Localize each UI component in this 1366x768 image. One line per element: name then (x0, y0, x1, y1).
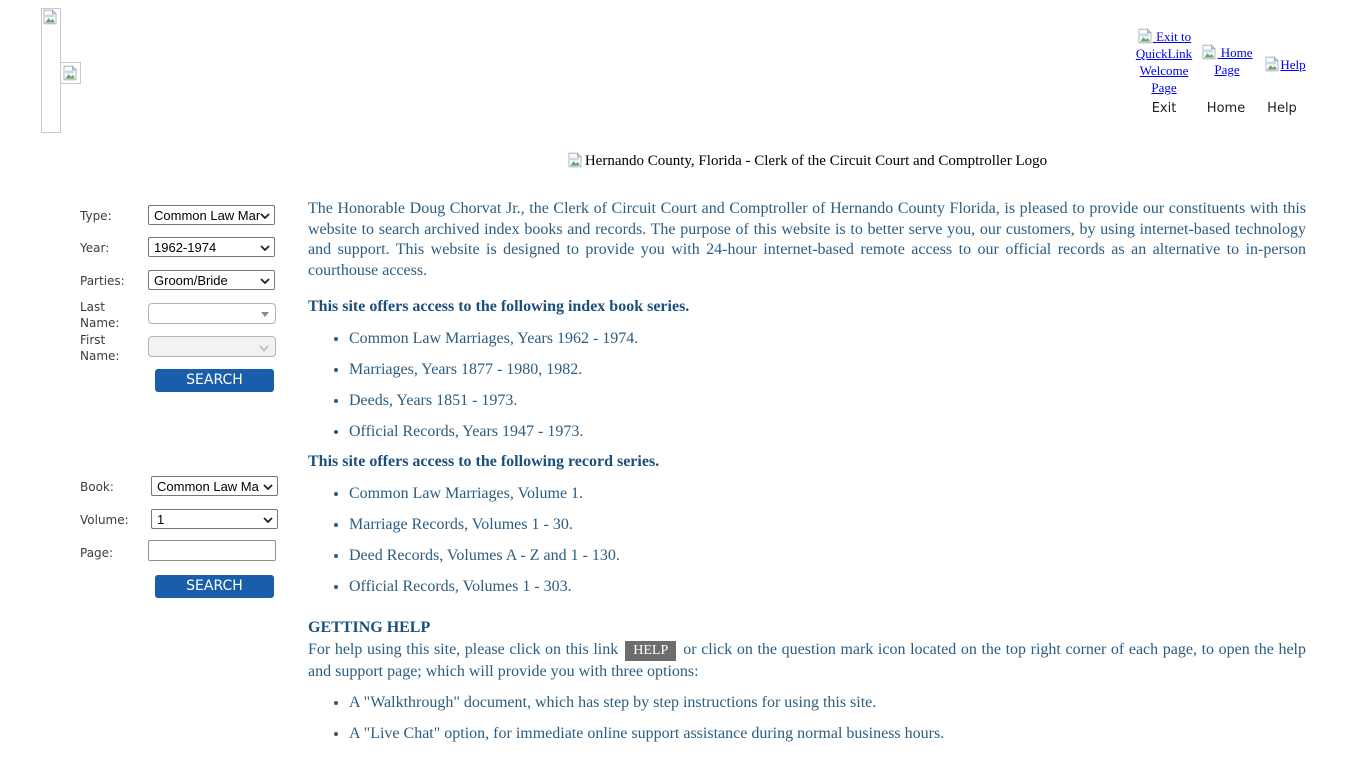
parties-select-value: Groom/Bride (154, 273, 228, 288)
first-name-label: First Name: (80, 333, 120, 363)
page-label: Page: (80, 546, 114, 560)
list-item: • Deed Records, Volumes A - Z and 1 - 130. (349, 545, 1306, 566)
list-item: • A "Live Chat" option, for immediate online support assistance during normal business hours. (349, 723, 1306, 744)
type-label: Type: (80, 209, 112, 223)
nav-help-link-label: Help (1280, 57, 1306, 72)
index-series-list (308, 328, 1306, 442)
nav-help-link[interactable] (1257, 56, 1313, 73)
broken-image-icon (62, 65, 78, 81)
broken-image-icon (1137, 28, 1153, 44)
help-options-list (308, 692, 1306, 744)
dropdown-arrow-icon[interactable] (261, 312, 269, 317)
book-select[interactable] (151, 476, 278, 496)
parties-label: Parties: (80, 274, 125, 288)
parties-select[interactable] (148, 270, 275, 290)
type-select-value: Common Law Mar (154, 208, 261, 223)
record-series-list (308, 483, 1306, 597)
home-caption: Home (1206, 101, 1246, 116)
broken-image-icon (1201, 44, 1217, 60)
exit-caption: Exit (1151, 101, 1177, 116)
help-badge-button[interactable]: HELP (625, 641, 676, 661)
search-button[interactable]: SEARCH (155, 369, 274, 392)
first-name-combobox[interactable] (148, 336, 276, 357)
broken-image-icon (567, 152, 583, 168)
year-select-value: 1962-1974 (154, 240, 217, 255)
help-text-after: or click on the question mark icon located on the top right corner of each page, to open the help and support page; which will provide you with three options: (308, 640, 1307, 680)
last-name-input[interactable] (149, 304, 275, 323)
list-item: • Common Law Marriages, Years 1962 - 1974. (349, 328, 1306, 349)
list-item: • Deeds, Years 1851 - 1973. (349, 390, 1306, 411)
help-caption: Help (1267, 101, 1297, 116)
broken-image-icon (42, 9, 58, 25)
main-content (308, 199, 1306, 754)
broken-image-placeholder (41, 8, 61, 133)
chevron-down-icon (263, 484, 273, 490)
book-select-value: Common Law Ma (157, 479, 259, 494)
first-name-input[interactable] (149, 337, 275, 356)
chevron-down-icon (259, 345, 269, 352)
chevron-down-icon (260, 278, 270, 284)
nav-exit-link[interactable] (1129, 28, 1199, 96)
year-select[interactable] (148, 237, 275, 257)
volume-select-value: 1 (157, 512, 165, 527)
site-logo-alt-text: Hernando County, Florida - Clerk of the Circuit Court and Comptroller Logo (584, 153, 1048, 169)
help-paragraph (308, 639, 1306, 682)
broken-image-placeholder (60, 62, 81, 84)
broken-image-icon (1264, 56, 1280, 72)
last-name-label: Last Name: (80, 300, 120, 330)
intro-paragraph: The Honorable Doug Chorvat Jr., the Clerk of Circuit Court and Comptroller of Hernando County Florida, is pleased to provide our constituents with this website to search archived index books and records. The purpose of this website is to better serve you, our customers, by using internet-based technology and support. This website is designed to provide you with 24-hour internet-based remote access to our official records as an alternative to in-person courthouse access. (308, 200, 1306, 280)
record-series-heading: This site offers access to the following record series. (308, 452, 660, 470)
year-label: Year: (80, 241, 110, 255)
getting-help-heading: GETTING HELP (308, 618, 431, 636)
volume-select[interactable] (151, 509, 278, 529)
volume-label: Volume: (80, 513, 129, 527)
list-item: • Marriage Records, Volumes 1 - 30. (349, 514, 1306, 535)
nav-exit-link-label: Exit to QuickLink Welcome Page (1135, 29, 1193, 95)
last-name-combobox[interactable] (148, 303, 276, 324)
nav-home-link[interactable] (1199, 44, 1255, 78)
book-search-button[interactable]: SEARCH (155, 575, 274, 598)
chevron-down-icon (263, 517, 273, 523)
list-item: • Official Records, Years 1947 - 1973. (349, 421, 1306, 442)
page-input[interactable] (148, 540, 276, 561)
list-item: • Marriages, Years 1877 - 1980, 1982. (349, 359, 1306, 380)
nav-home-link-label: Home Page (1214, 45, 1253, 77)
site-logo-broken-image (308, 152, 1306, 170)
list-item: • Common Law Marriages, Volume 1. (349, 483, 1306, 504)
chevron-down-icon (260, 245, 270, 251)
list-item: • Official Records, Volumes 1 - 303. (349, 576, 1306, 597)
index-series-heading: This site offers access to the following index book series. (308, 297, 690, 315)
list-item: • A "Walkthrough" document, which has step by step instructions for using this site. (349, 692, 1306, 713)
help-text-before: For help using this site, please click on this link (308, 640, 619, 658)
type-select[interactable] (148, 205, 275, 225)
book-label: Book: (80, 480, 114, 494)
chevron-down-icon (260, 213, 270, 219)
